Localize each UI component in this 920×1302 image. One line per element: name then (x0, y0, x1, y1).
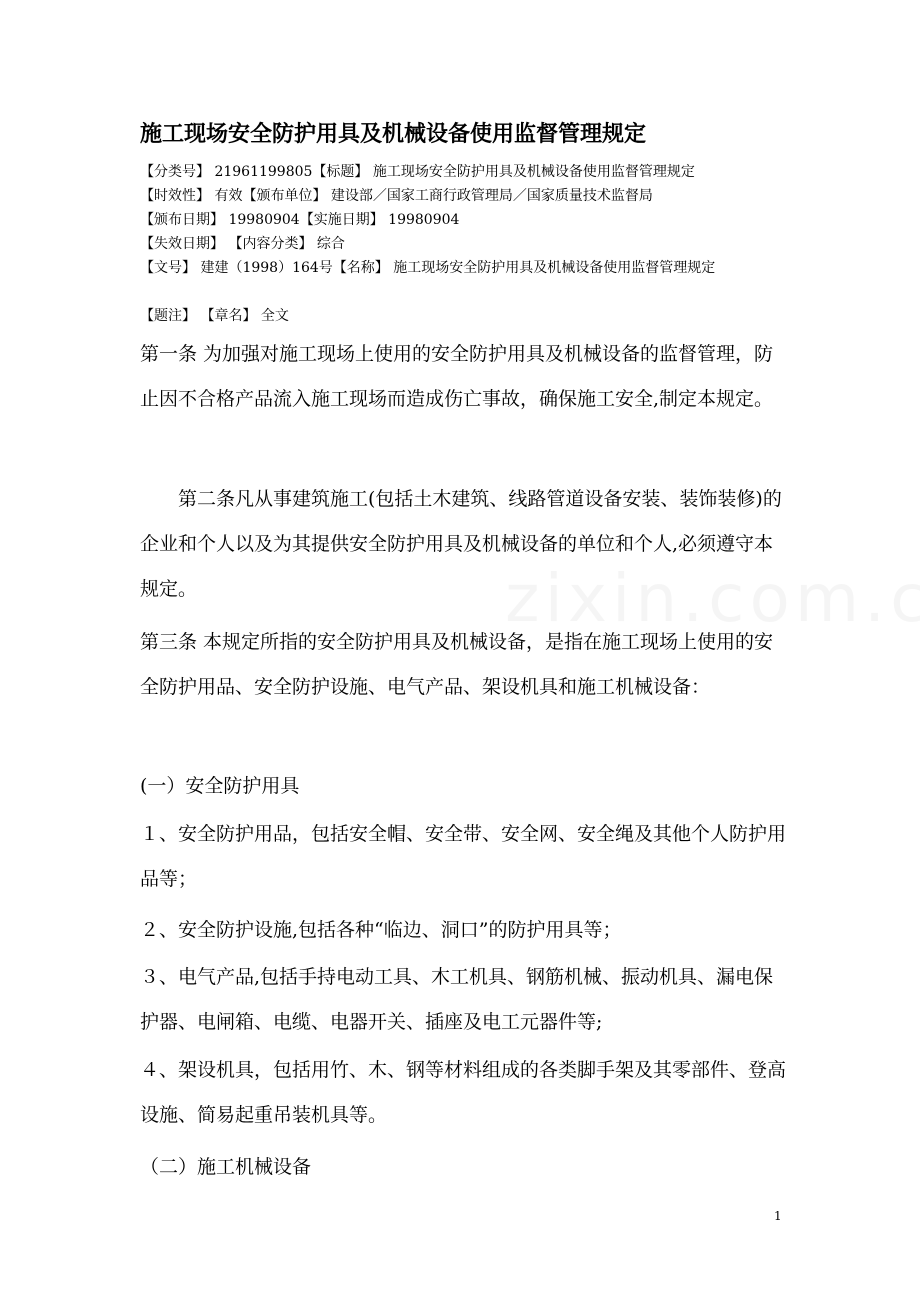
document-title: 施工现场安全防护用具及机械设备使用监督管理规定 (140, 121, 647, 147)
article-3: 第三条 本规定所指的安全防护用具及机械设备，是指在施工现场上使用的安全防护用品、安全防护设施、电气产品、架设机具和施工机械设备： (140, 631, 774, 698)
list-item-protective-facilities: ２、安全防护设施,包括各种“临边、洞口”的防护用具等； (140, 919, 622, 941)
list-item-electrical-products: ３、电气产品,包括手持电动工具、木工机具、钢筋机械、振动机具、漏电保护器、电闸箱、电缆、电器开关、插座及电工元器件等; (140, 966, 774, 1033)
meta-line-expiry: 【失效日期】 【内容分类】 综合 (140, 236, 345, 252)
article-2: 第二条凡从事建筑施工(包括土木建筑、线路管道设备安装、装饰装修)的企业和个人以及为其提供安全防护用具及机械设备的单位和个人,必须遵守本规定。 (140, 488, 782, 600)
list-item-protective-equipment: １、安全防护用品，包括安全帽、安全带、安全网、安全绳及其他个人防护用品等； (140, 823, 787, 890)
list-item-scaffolding: ４、架设机具，包括用竹、木、钢等材料组成的各类脚手架及其零部件、登高设施、简易起重吊装机具等。 (140, 1059, 787, 1126)
section-heading-protective-gear: (一）安全防护用具 (140, 775, 300, 797)
article-1: 第一条 为加强对施工现场上使用的安全防护用具及机械设备的监督管理，防止因不合格产品流入施工现场而造成伤亡事故，确保施工安全,制定本规定。 (140, 343, 774, 410)
page-number: 1 (774, 1209, 782, 1223)
section-heading-machinery: （二）施工机械设备 (140, 1156, 312, 1178)
meta-line-dates: 【颁布日期】 19980904【实施日期】 19980904 (140, 212, 460, 228)
meta-line-notes: 【题注】 【章名】 全文 (140, 308, 289, 324)
meta-line-document-number: 【文号】 建建（1998）164号【名称】 施工现场安全防护用具及机械设备使用监督管理规定 (140, 260, 716, 276)
meta-line-validity: 【时效性】 有效【颁布单位】 建设部／国家工商行政管理局／国家质量技术监督局 (140, 188, 653, 204)
meta-line-classification: 【分类号】 21961199805【标题】 施工现场安全防护用具及机械设备使用监督管理规定 (140, 164, 695, 180)
